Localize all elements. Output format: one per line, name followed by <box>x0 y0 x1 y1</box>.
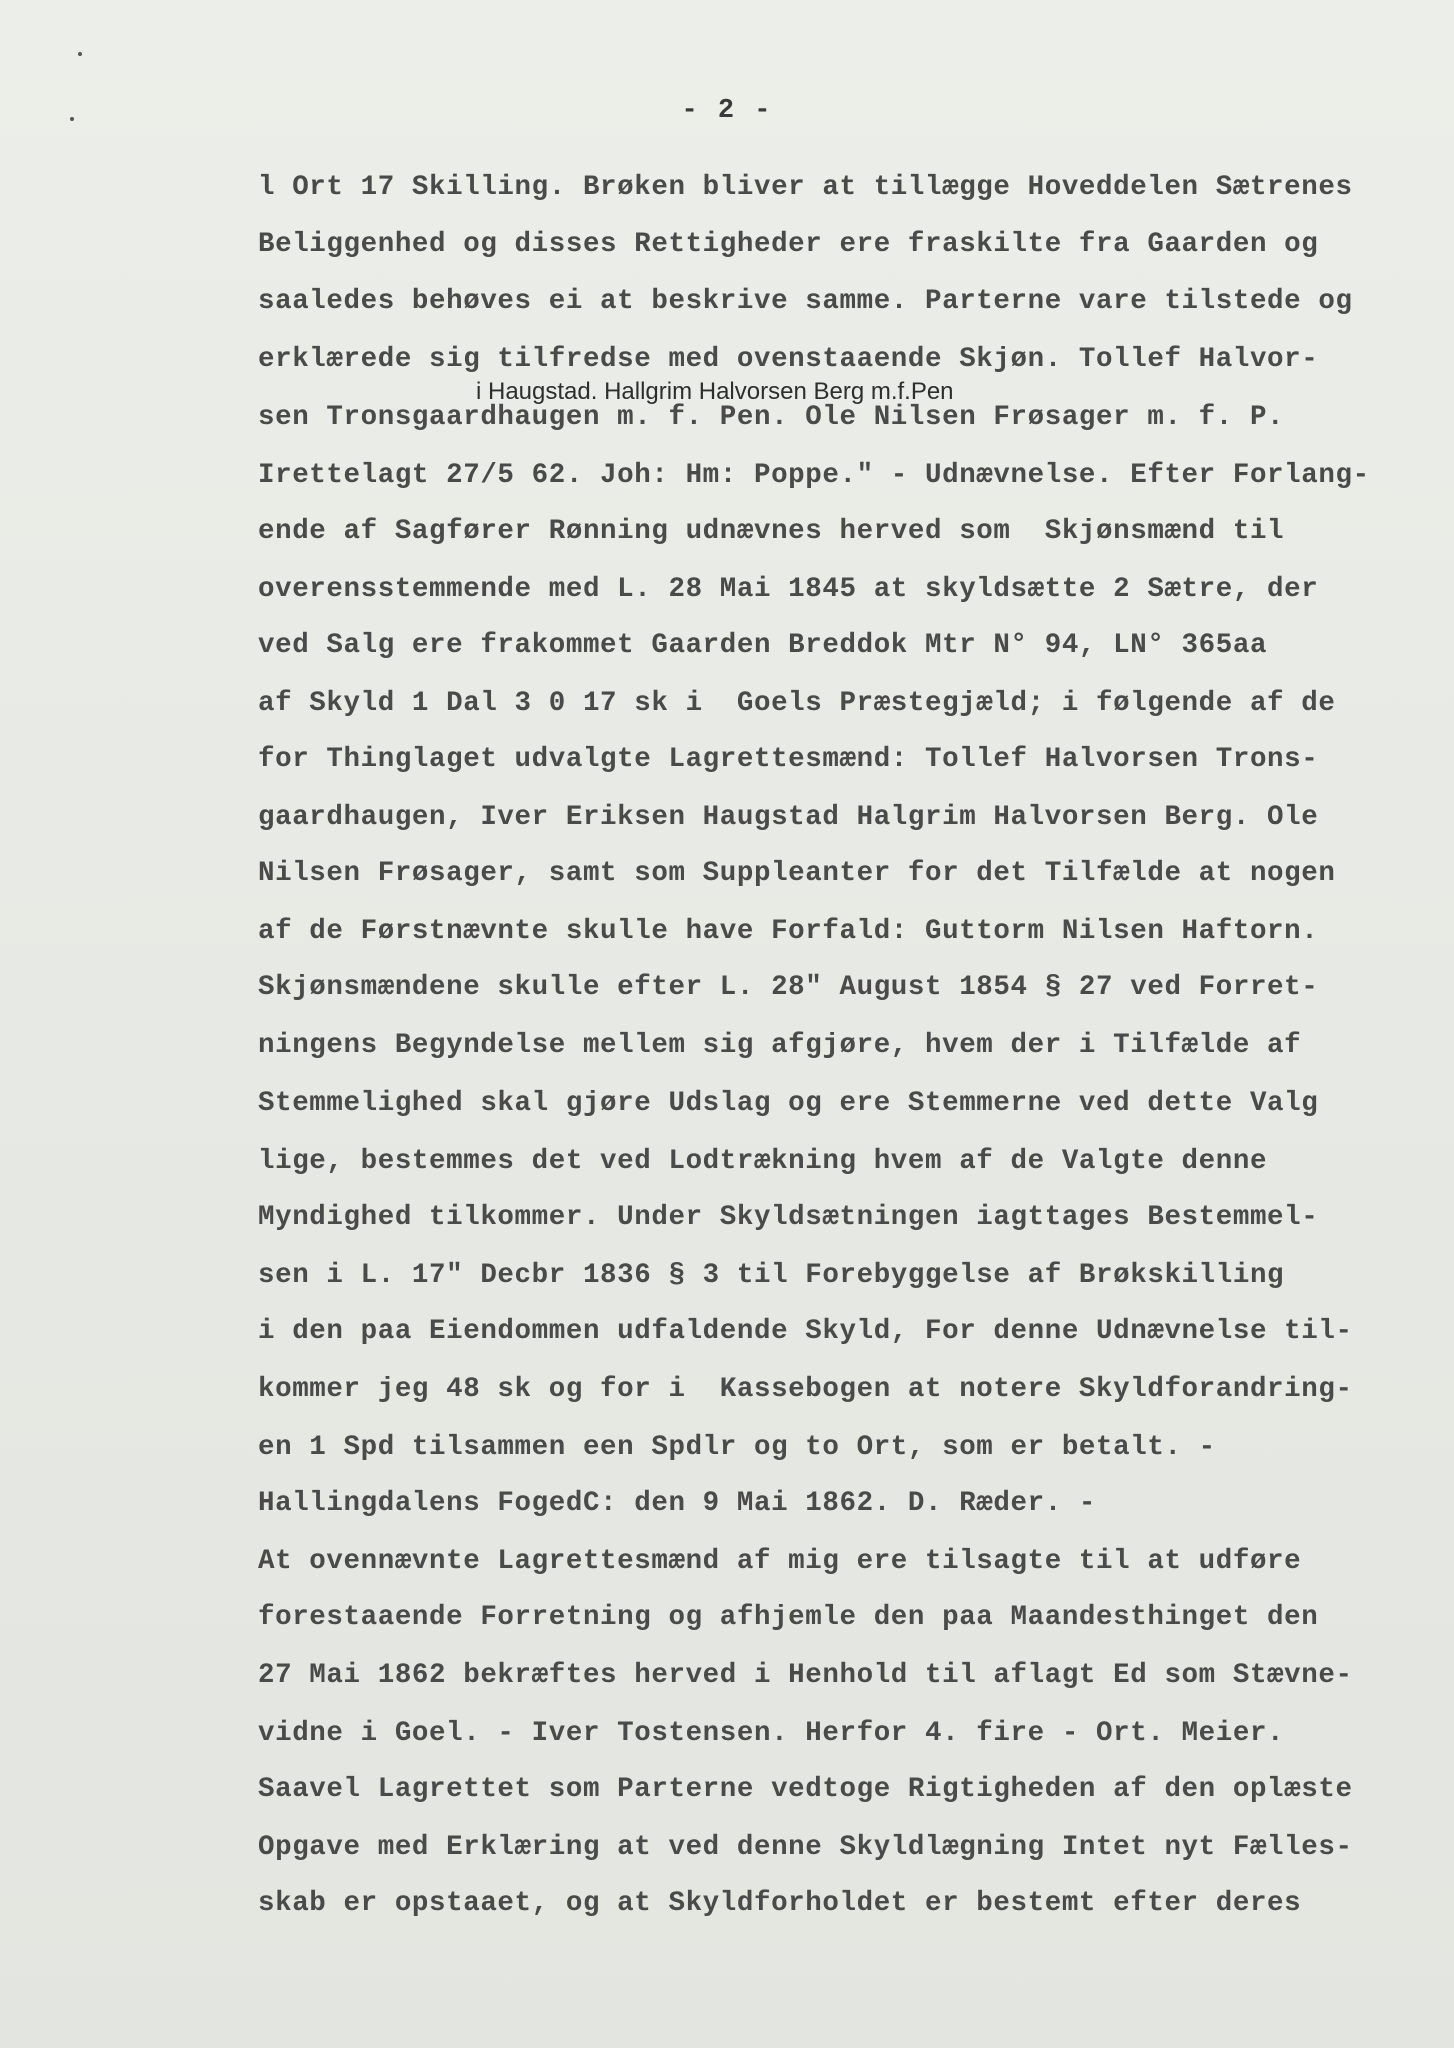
text-line: lige, bestemmes det ved Lodtrækning hvem af de Valgte denne <box>258 1146 1268 1177</box>
text-line: 27 Mai 1862 bekræftes herved i Henhold til aflagt Ed som Stævne- <box>258 1660 1353 1691</box>
text-line: Nilsen Frøsager, samt som Suppleanter for det Tilfælde at nogen <box>258 858 1336 889</box>
text-line: At ovennævnte Lagrettesmænd af mig ere tilsagte til at udføre <box>258 1546 1302 1577</box>
text-line: ved Salg ere frakommet Gaarden Breddok Mtr N° 94, LN° 365aa <box>258 630 1268 661</box>
text-line: Beliggenhed og disses Rettigheder ere fraskilte fra Gaarden og <box>258 229 1319 260</box>
text-line: ningens Begyndelse mellem sig afgjøre, hvem der i Tilfælde af <box>258 1030 1302 1061</box>
text-line: overensstemmende med L. 28 Mai 1845 at skyldsætte 2 Sætre, der <box>258 574 1319 605</box>
text-line: Opgave med Erklæring at ved denne Skyldlægning Intet nyt Fælles- <box>258 1832 1353 1863</box>
text-line: l Ort 17 Skilling. Brøken bliver at tillægge Hoveddelen Sætrenes <box>258 172 1353 203</box>
text-line: Irettelagt 27/5 62. Joh: Hm: Poppe." - Udnævnelse. Efter Forlang- <box>258 460 1370 491</box>
text-line: Saavel Lagrettet som Parterne vedtoge Rigtigheden af den oplæste <box>258 1774 1353 1805</box>
interlinear-insertion: i Haugstad. Hallgrim Halvorsen Berg m.f.Pen <box>476 378 954 405</box>
text-line: kommer jeg 48 sk og for i Kassebogen at notere Skyldforandring- <box>258 1374 1353 1405</box>
text-line: af Skyld 1 Dal 3 0 17 sk i Goels Præstegjæld; i følgende af de <box>258 688 1336 719</box>
text-line: Hallingdalens FogedC: den 9 Mai 1862. D. Ræder. - <box>258 1488 1097 1519</box>
text-line: gaardhaugen, Iver Eriksen Haugstad Halgrim Halvorsen Berg. Ole <box>258 802 1319 833</box>
text-line: ende af Sagfører Rønning udnævnes herved som Skjønsmænd til <box>258 516 1285 547</box>
text-line: vidne i Goel. - Iver Tostensen. Herfor 4. fire - Ort. Meier. <box>258 1718 1285 1749</box>
text-line: skab er opstaaet, og at Skyldforholdet er bestemt efter deres <box>258 1888 1302 1919</box>
page-number: - 2 - <box>681 96 773 126</box>
margin-mark <box>78 52 82 56</box>
text-line: saaledes behøves ei at beskrive samme. Parterne vare tilstede og <box>258 286 1353 317</box>
text-line: Skjønsmændene skulle efter L. 28" August 1854 § 27 ved Forret- <box>258 972 1319 1003</box>
text-line: af de Førstnævnte skulle have Forfald: Guttorm Nilsen Haftorn. <box>258 916 1319 947</box>
text-line: sen Tronsgaardhaugen m. f. Pen. Ole Nilsen Frøsager m. f. P. <box>258 402 1285 433</box>
text-line: Myndighed tilkommer. Under Skyldsætningen iagttages Bestemmel- <box>258 1202 1319 1233</box>
text-line: erklærede sig tilfredse med ovenstaaende Skjøn. Tollef Halvor- <box>258 344 1319 375</box>
text-line: for Thinglaget udvalgte Lagrettesmænd: Tollef Halvorsen Trons- <box>258 744 1319 775</box>
text-line: en 1 Spd tilsammen een Spdlr og to Ort, som er betalt. - <box>258 1432 1216 1463</box>
text-line: Stemmelighed skal gjøre Udslag og ere Stemmerne ved dette Valg <box>258 1088 1319 1119</box>
text-line: forestaaende Forretning og afhjemle den paa Maandesthinget den <box>258 1602 1319 1633</box>
text-line: i den paa Eiendommen udfaldende Skyld, For denne Udnævnelse til- <box>258 1316 1353 1347</box>
text-line: sen i L. 17" Decbr 1836 § 3 til Forebyggelse af Brøkskilling <box>258 1260 1285 1291</box>
